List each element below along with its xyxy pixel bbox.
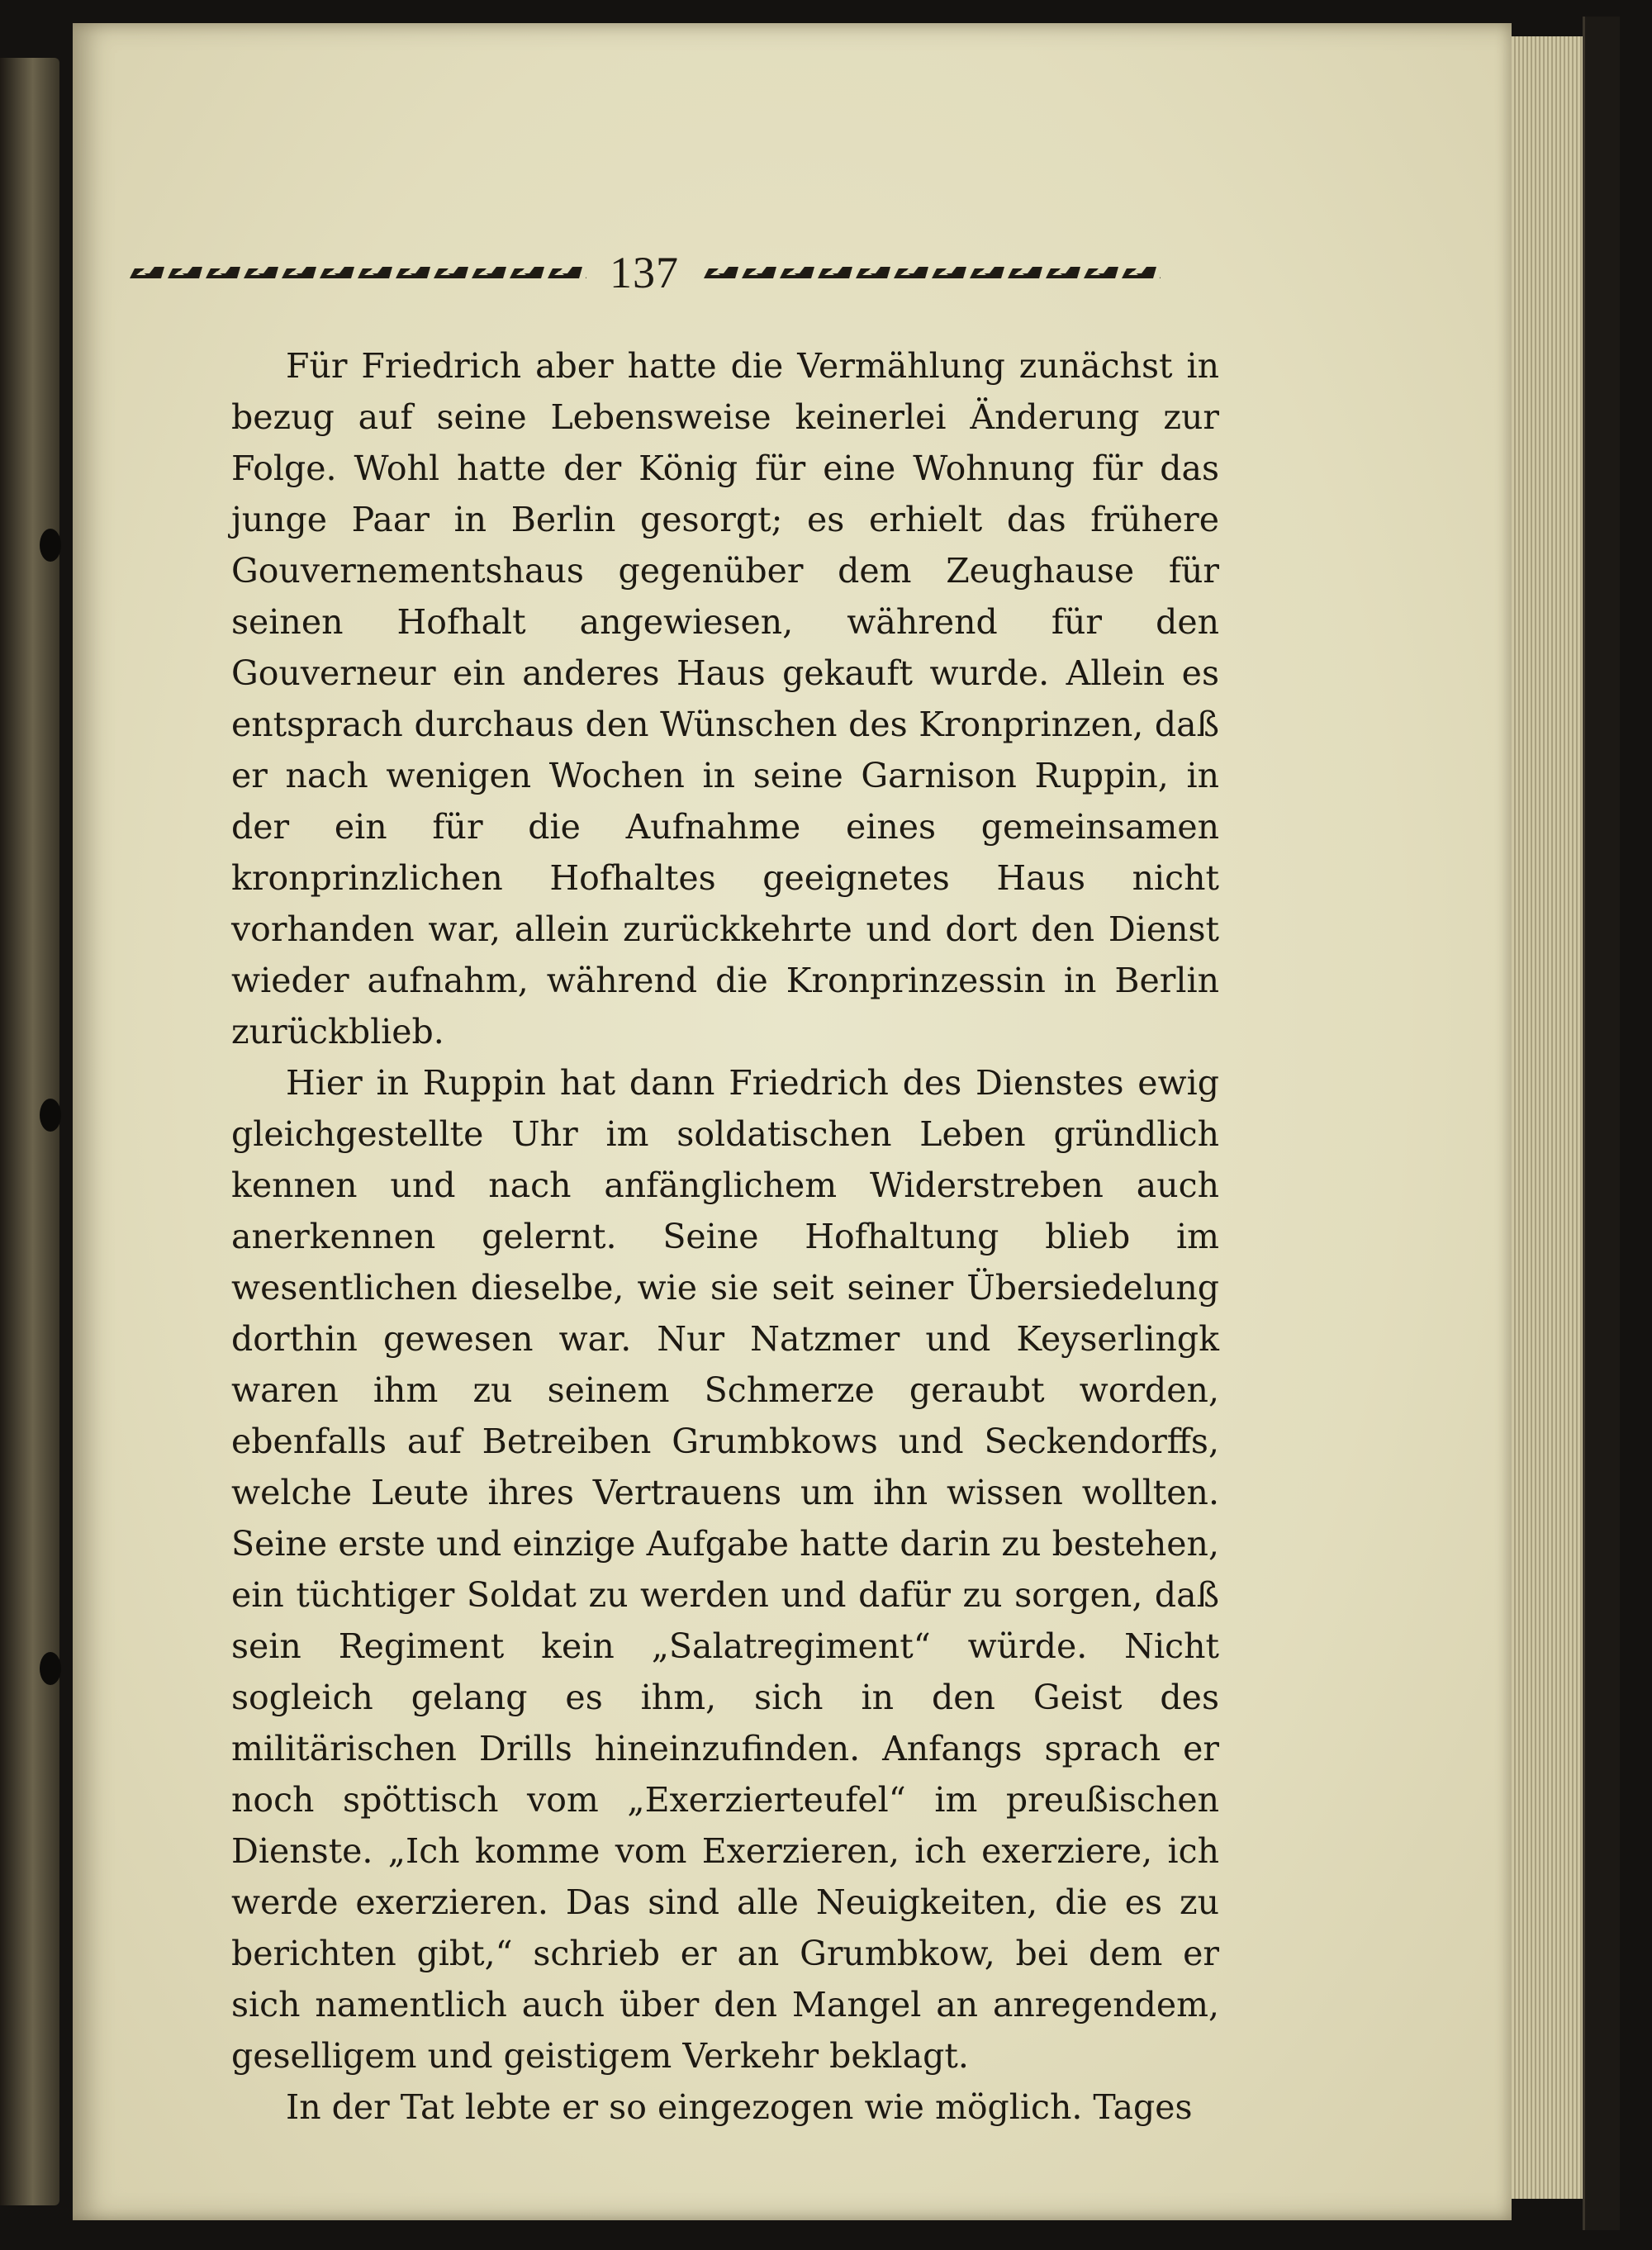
- paragraph: In der Tat lebte er so eingezogen wie möglich. Tages: [286, 2087, 1193, 2127]
- paragraph: Hier in Ruppin hat dann Friedrich des Dienstes ewig gleichgestellte Uhr im soldatischen Leben gründlich kennen und nach anfänglichem Widerstreben auch anerkennen gelernt. Seine Hofhaltung blieb im wesentlichen dieselbe, wie sie seit seiner Übersiedelung dorthin gewesen war. Nur Natzmer und Keyserlingk waren ihm zu seinem Schmerze geraubt worden, ebenfalls auf Betreiben Grumbkows und Seckendorffs, welche Leute ihres Vertrauens um ihn wissen wollten. Seine erste und einzige Aufgabe hatte darin zu bestehen, ein tüchtiger Soldat zu werden und dafür zu sorgen, daß sein Regiment kein „Salatregiment“ würde. Nicht sogleich gelang es ihm, sich in den Geist des militärischen Drills hineinzufinden. Anfangs sprach er noch spöttisch vom „Exerzierteufel“ im preußischen Dienste. „Ich komme vom Exerzieren, ich exerziere, ich werde exerzieren. Das sind alle Neuigkeiten, die es zu berichten gibt,“ schrieb er an Grumbkow, bei dem er sich namentlich auch über den Mangel an anregendem, geselligem und geistigem Verkehr beklagt.: [231, 1063, 1219, 2076]
- paragraph: Für Friedrich aber hatte die Vermählung zunächst in bezug auf seine Lebensweise keinerlei Änderung zur Folge. Wohl hatte der König für eine Wohnung für das junge Paar in Berlin gesorgt; es erhielt das frühere Gouvernementshaus gegenüber dem Zeughause für seinen Hofhalt angewiesen, während für den Gouverneur ein anderes Haus gekauft wurde. Allein es entsprach durchaus den Wünschen des Kronprinzen, daß er nach wenigen Wochen in seine Garnison Ruppin, in der ein für die Aufnahme eines gemeinsamen kronprinzlichen Hofhaltes geeignetes Haus nicht vorhanden war, allein zurückkehrte und dort den Dienst wieder aufnahm, während die Kronprinzessin in Berlin zurückblieb.: [231, 346, 1219, 1051]
- binding-mark: [40, 529, 61, 562]
- ornament-left: [128, 263, 586, 282]
- page-number: 137: [610, 248, 679, 297]
- binding-mark: [40, 1099, 61, 1132]
- book-cover-edge: [1583, 17, 1620, 2230]
- page-stack-edges: [1512, 36, 1583, 2199]
- page-header: [128, 248, 1202, 297]
- ornament-right: [702, 263, 1161, 282]
- previous-page-edge: [0, 58, 59, 2205]
- binding-mark: [40, 1652, 61, 1685]
- body-text: [231, 340, 1219, 2133]
